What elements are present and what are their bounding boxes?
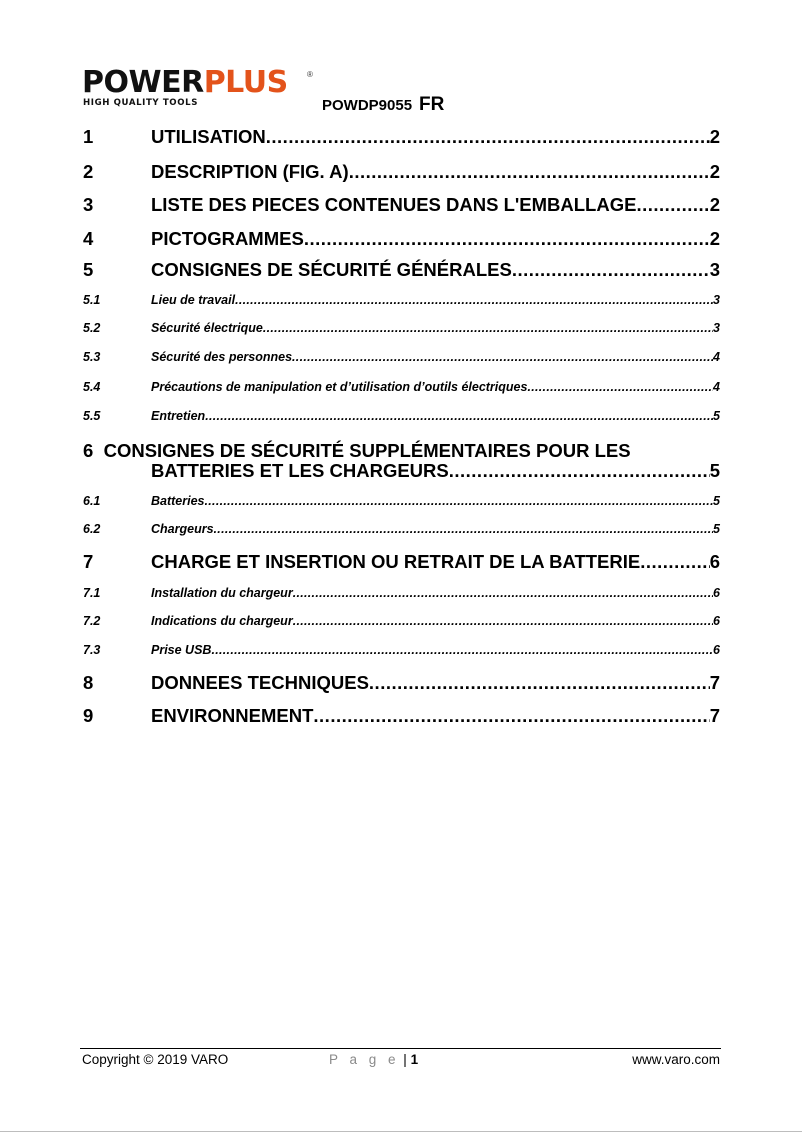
toc-page: 2 <box>709 161 720 182</box>
toc-page: 3 <box>713 293 720 307</box>
toc-title: DESCRIPTION (FIG. A) <box>151 161 349 182</box>
toc-title: Installation du chargeur <box>151 586 293 600</box>
toc-number: 7.2 <box>83 614 101 628</box>
toc-page: 7 <box>709 705 720 726</box>
toc-entry[interactable] <box>83 228 720 250</box>
toc-number: 5.4 <box>83 380 101 394</box>
toc-entry[interactable] <box>83 161 720 183</box>
toc-subentry[interactable] <box>83 586 720 600</box>
toc-number: 9 <box>83 705 94 726</box>
toc-page: 2 <box>709 126 720 147</box>
toc-leader <box>235 293 713 307</box>
toc-leader <box>205 494 714 508</box>
page-bottom-edge <box>0 1131 802 1132</box>
toc-page: 2 <box>709 228 720 249</box>
page-number: 1 <box>410 1052 419 1067</box>
toc-subentry[interactable] <box>83 350 720 364</box>
toc-title: Entretien <box>151 409 206 423</box>
toc-leader <box>636 194 709 216</box>
toc-entry-6-second-line[interactable] <box>83 460 720 482</box>
toc-number: 6.2 <box>83 522 101 536</box>
toc-number: 2 <box>83 161 94 182</box>
toc-number: 7.1 <box>83 586 101 600</box>
toc-number: 3 <box>83 194 94 215</box>
toc-number: 1 <box>83 126 94 147</box>
toc-title: ENVIRONNEMENT <box>151 705 314 726</box>
toc-number: 4 <box>83 228 94 249</box>
toc-leader <box>263 321 713 335</box>
footer-page-indicator <box>329 1052 418 1067</box>
toc-subentry[interactable] <box>83 643 720 657</box>
toc-page: 6 <box>709 551 720 572</box>
toc-subentry[interactable] <box>83 409 720 423</box>
toc-title-line1: CONSIGNES DE SÉCURITÉ SUPPLÉMENTAIRES POUR LES <box>103 440 631 461</box>
toc-entry[interactable] <box>83 259 720 281</box>
toc-entry[interactable] <box>83 672 720 694</box>
toc-page: 6 <box>713 643 720 657</box>
toc-entry-6-first-line[interactable] <box>83 440 631 462</box>
toc-title: Lieu de travail <box>151 293 236 307</box>
toc-number: 6 <box>83 440 94 461</box>
toc-entry[interactable] <box>83 126 720 148</box>
toc-leader <box>304 228 710 250</box>
toc-subentry[interactable] <box>83 522 720 536</box>
toc-number: 5.1 <box>83 293 101 307</box>
toc-leader <box>205 409 713 423</box>
toc-leader <box>211 643 713 657</box>
toc-page: 6 <box>713 586 720 600</box>
toc-leader <box>293 586 713 600</box>
footer-website[interactable]: www.varo.com <box>632 1052 720 1067</box>
logo-tagline: HIGH QUALITY TOOLS <box>83 98 198 108</box>
toc-title: DONNEES TECHNIQUES <box>151 672 369 693</box>
logo-wordmark: POWERPLUS <box>82 65 288 100</box>
toc-page: 3 <box>709 259 720 280</box>
toc-subentry[interactable] <box>83 614 720 628</box>
page-separator: | <box>399 1052 411 1067</box>
toc-leader <box>527 380 713 394</box>
page-label: P a g e <box>329 1052 400 1067</box>
powerplus-logo <box>82 65 313 110</box>
toc-page: 6 <box>713 614 720 628</box>
toc-leader <box>512 259 710 281</box>
toc-leader <box>349 161 710 183</box>
toc-number: 7.3 <box>83 643 101 657</box>
toc-leader <box>292 350 713 364</box>
toc-number: 6.1 <box>83 494 101 508</box>
toc-page: 5 <box>713 522 720 536</box>
toc-number: 5.2 <box>83 321 101 335</box>
toc-number: 5 <box>83 259 94 280</box>
toc-subentry[interactable] <box>83 380 720 394</box>
toc-title: CONSIGNES DE SÉCURITÉ GÉNÉRALES <box>151 259 512 280</box>
footer-copyright: Copyright © 2019 VARO <box>82 1052 229 1067</box>
toc-title: PICTOGRAMMES <box>151 228 304 249</box>
toc-page: 4 <box>713 350 720 364</box>
toc-page: 5 <box>713 409 720 423</box>
toc-leader <box>640 551 709 573</box>
toc-page: 4 <box>713 380 720 394</box>
footer-divider <box>80 1048 721 1049</box>
toc-page: 5 <box>709 460 720 481</box>
toc-subentry[interactable] <box>83 321 720 335</box>
toc-page: 7 <box>709 672 720 693</box>
toc-entry[interactable] <box>83 194 720 216</box>
toc-leader <box>266 126 710 148</box>
toc-entry[interactable] <box>83 705 720 727</box>
toc-title: BATTERIES ET LES CHARGEURS <box>151 460 449 481</box>
model-number: POWDP9055 <box>322 97 413 114</box>
toc-page: 5 <box>713 494 720 508</box>
toc-number: 8 <box>83 672 94 693</box>
model-heading <box>322 94 444 116</box>
toc-title: CHARGE ET INSERTION OU RETRAIT DE LA BATTERIE <box>151 551 641 572</box>
toc-subentry[interactable] <box>83 494 720 508</box>
logo-registered-mark: ® <box>307 70 313 79</box>
toc-title: Précautions de manipulation et d’utilisation d’outils électriques <box>151 380 528 394</box>
toc-subentry[interactable] <box>83 293 720 307</box>
toc-title: LISTE DES PIECES CONTENUES DANS L'EMBALLAGE <box>151 194 637 215</box>
toc-page: 2 <box>709 194 720 215</box>
toc-number: 7 <box>83 551 94 572</box>
language-code: FR <box>419 94 445 115</box>
toc-title: Chargeurs <box>151 522 214 536</box>
toc-title: Indications du chargeur <box>151 614 293 628</box>
toc-number: 5.3 <box>83 350 101 364</box>
toc-page: 3 <box>713 321 720 335</box>
toc-title: Batteries <box>151 494 205 508</box>
toc-number: 5.5 <box>83 409 101 423</box>
toc-title: Sécurité électrique <box>151 321 263 335</box>
toc-title: Prise USB <box>151 643 212 657</box>
toc-entry[interactable] <box>83 551 720 573</box>
toc-leader <box>369 672 710 694</box>
toc-leader <box>293 614 713 628</box>
toc-title: Sécurité des personnes <box>151 350 293 364</box>
toc-leader <box>313 705 709 727</box>
toc-title: UTILISATION <box>151 126 266 147</box>
toc-leader <box>449 460 710 482</box>
toc-leader <box>214 522 714 536</box>
